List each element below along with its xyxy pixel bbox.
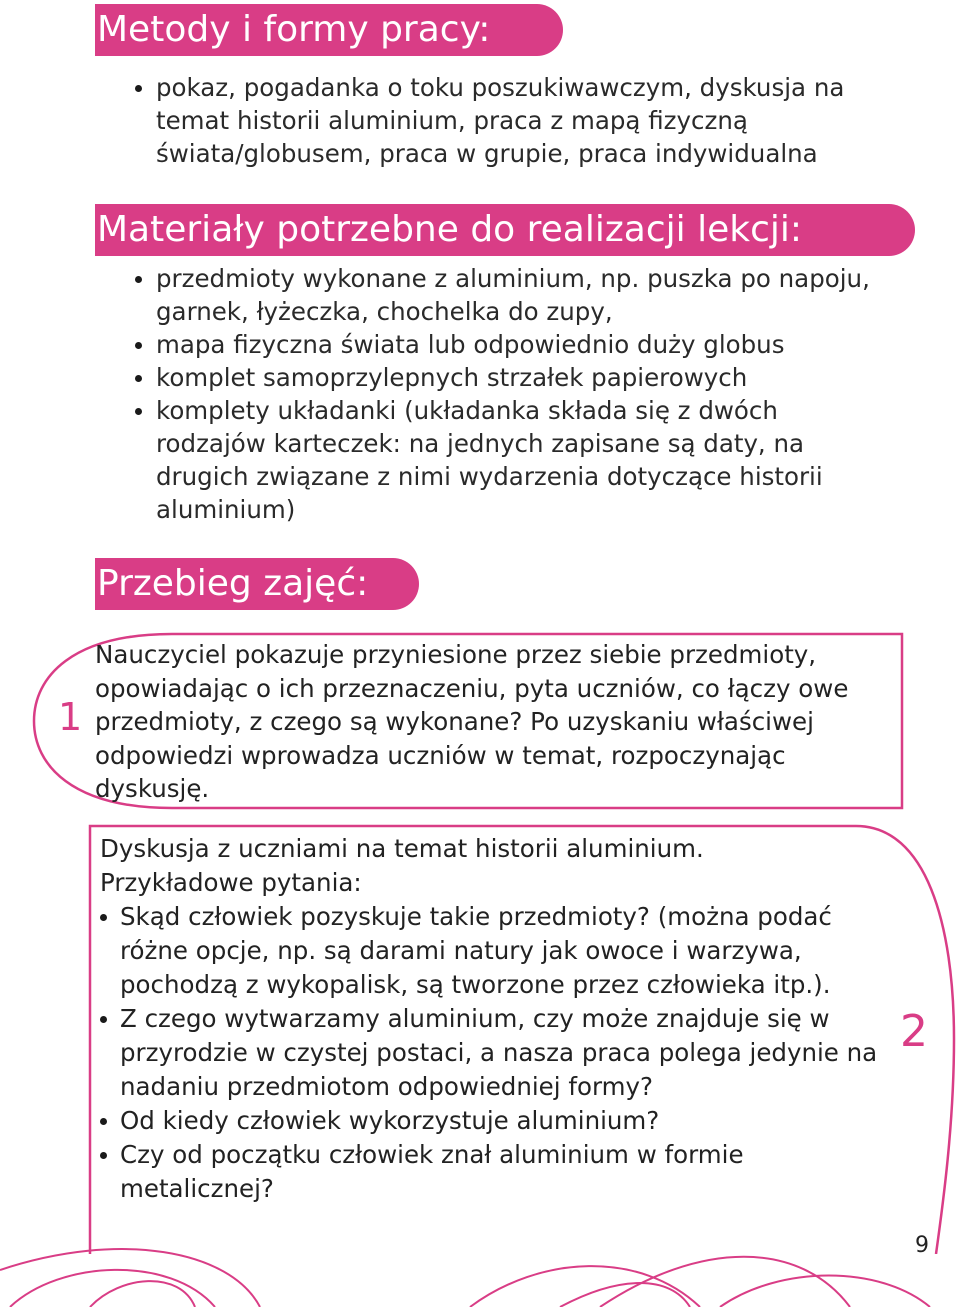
- decorative-swirls: [0, 1240, 960, 1307]
- list-item: Od kiedy człowiek wykorzystuje aluminium?: [100, 1104, 900, 1138]
- list-item: przedmioty wykonane z aluminium, np. puszka po napoju, garnek, łyżeczka, chochelka do zupy,: [133, 262, 873, 328]
- list-item: Czy od początku człowiek znał aluminium w formie metalicznej?: [100, 1138, 900, 1206]
- list-item: Z czego wytwarzamy aluminium, czy może znajduje się w przyrodzie w czystej postaci, a nasza praca polega jedynie na nadaniu przedmiotom odpowiedniej formy?: [100, 1002, 900, 1104]
- methods-list: [133, 71, 863, 170]
- materials-heading: Materiały potrzebne do realizacji lekcji:: [95, 204, 915, 256]
- list-item: Skąd człowiek pozyskuje takie przedmioty? (można podać różne opcje, np. są darami natury jak owoce i warzywa, pochodzą z wykopalisk, są tworzone przez człowieka itp.).: [100, 900, 900, 1002]
- step-1-text: Nauczyciel pokazuje przyniesione przez siebie przedmioty, opowiadając o ich przeznaczeniu, pyta uczniów, co łączy owe przedmioty, z czego są wykonane? Po uzyskaniu właściwej odpowiedzi wprowadza uczniów w temat, rozpoczynając dyskusję.: [95, 640, 849, 803]
- step-2-number: 2: [900, 1006, 928, 1057]
- questions-label: Przykładowe pytania:: [100, 868, 362, 897]
- course-heading: Przebieg zajęć:: [95, 558, 419, 610]
- methods-heading: Metody i formy pracy:: [95, 4, 563, 56]
- page-number: 9: [915, 1233, 929, 1258]
- step-1-number: 1: [58, 695, 83, 739]
- step-1-box: [32, 632, 904, 810]
- step-2-intro-text: Dyskusja z uczniami na temat historii aluminium.: [100, 834, 704, 863]
- step-2-intro: [100, 832, 900, 900]
- questions-list: [100, 900, 900, 1206]
- step-2-box: [88, 824, 960, 1254]
- list-item: mapa fizyczna świata lub odpowiednio duży globus: [133, 328, 873, 361]
- materials-list: [133, 262, 873, 526]
- list-item: pokaz, pogadanka o toku poszukiwawczym, dyskusja na temat historii aluminium, praca z mapą fizyczną świata/globusem, praca w grupie, praca indywidualna: [133, 71, 863, 170]
- list-item: komplet samoprzylepnych strzałek papierowych: [133, 361, 873, 394]
- list-item: komplety układanki (układanka składa się z dwóch rodzajów karteczek: na jednych zapisane są daty, na drugich związane z nimi wydarzenia dotyczące historii aluminium): [133, 394, 873, 526]
